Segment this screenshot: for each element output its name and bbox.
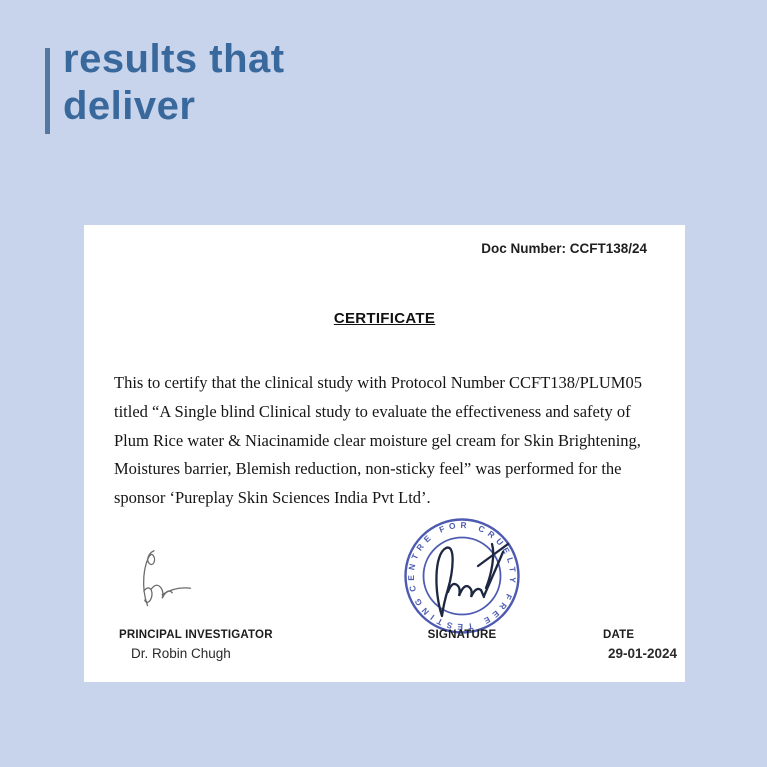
page-title-line1: results that — [63, 37, 285, 81]
certificate-body-line: Plum Rice water & Niacinamide clear moisture gel cream for Skin Brightening, — [114, 430, 641, 450]
certificate-body — [114, 369, 662, 513]
certificate-body-line: sponsor ‘Pureplay Skin Sciences India Pvt Ltd’. — [114, 488, 431, 508]
principal-investigator-label: PRINCIPAL INVESTIGATOR — [119, 629, 273, 641]
certificate-body-line: This to certify that the clinical study with Protocol Number CCFT138/PLUM05 — [114, 373, 642, 392]
certificate-body-line: Moistures barrier, Blemish reduction, non-sticky feel” was performed for the — [114, 459, 622, 479]
doc-number: Doc Number: CCFT138/24 — [481, 241, 647, 256]
certificate-title: CERTIFICATE — [333, 310, 436, 327]
handwritten-signature-icon — [132, 545, 196, 615]
date-value: 29-01-2024 — [608, 646, 678, 661]
page-title-line2: deliver — [63, 84, 196, 128]
cruelty-free-stamp-icon — [402, 516, 522, 636]
page-title — [63, 36, 285, 130]
certificate-document — [84, 225, 685, 682]
svg-text:CENTRE FOR CRUELTY FREE TESTIN — [402, 516, 522, 636]
signature-label: SIGNATURE — [427, 629, 497, 641]
stamp-ring-text: CENTRE FOR CRUELTY FREE TESTING — [405, 519, 519, 633]
stamp-signature-icon — [436, 544, 508, 616]
principal-investigator-name: Dr. Robin Chugh — [131, 646, 231, 661]
date-label: DATE — [603, 629, 635, 641]
certificate-body-line: titled “A Single blind Clinical study to evaluate the effectiveness and safety of — [114, 401, 631, 421]
header-accent-bar — [45, 48, 50, 134]
